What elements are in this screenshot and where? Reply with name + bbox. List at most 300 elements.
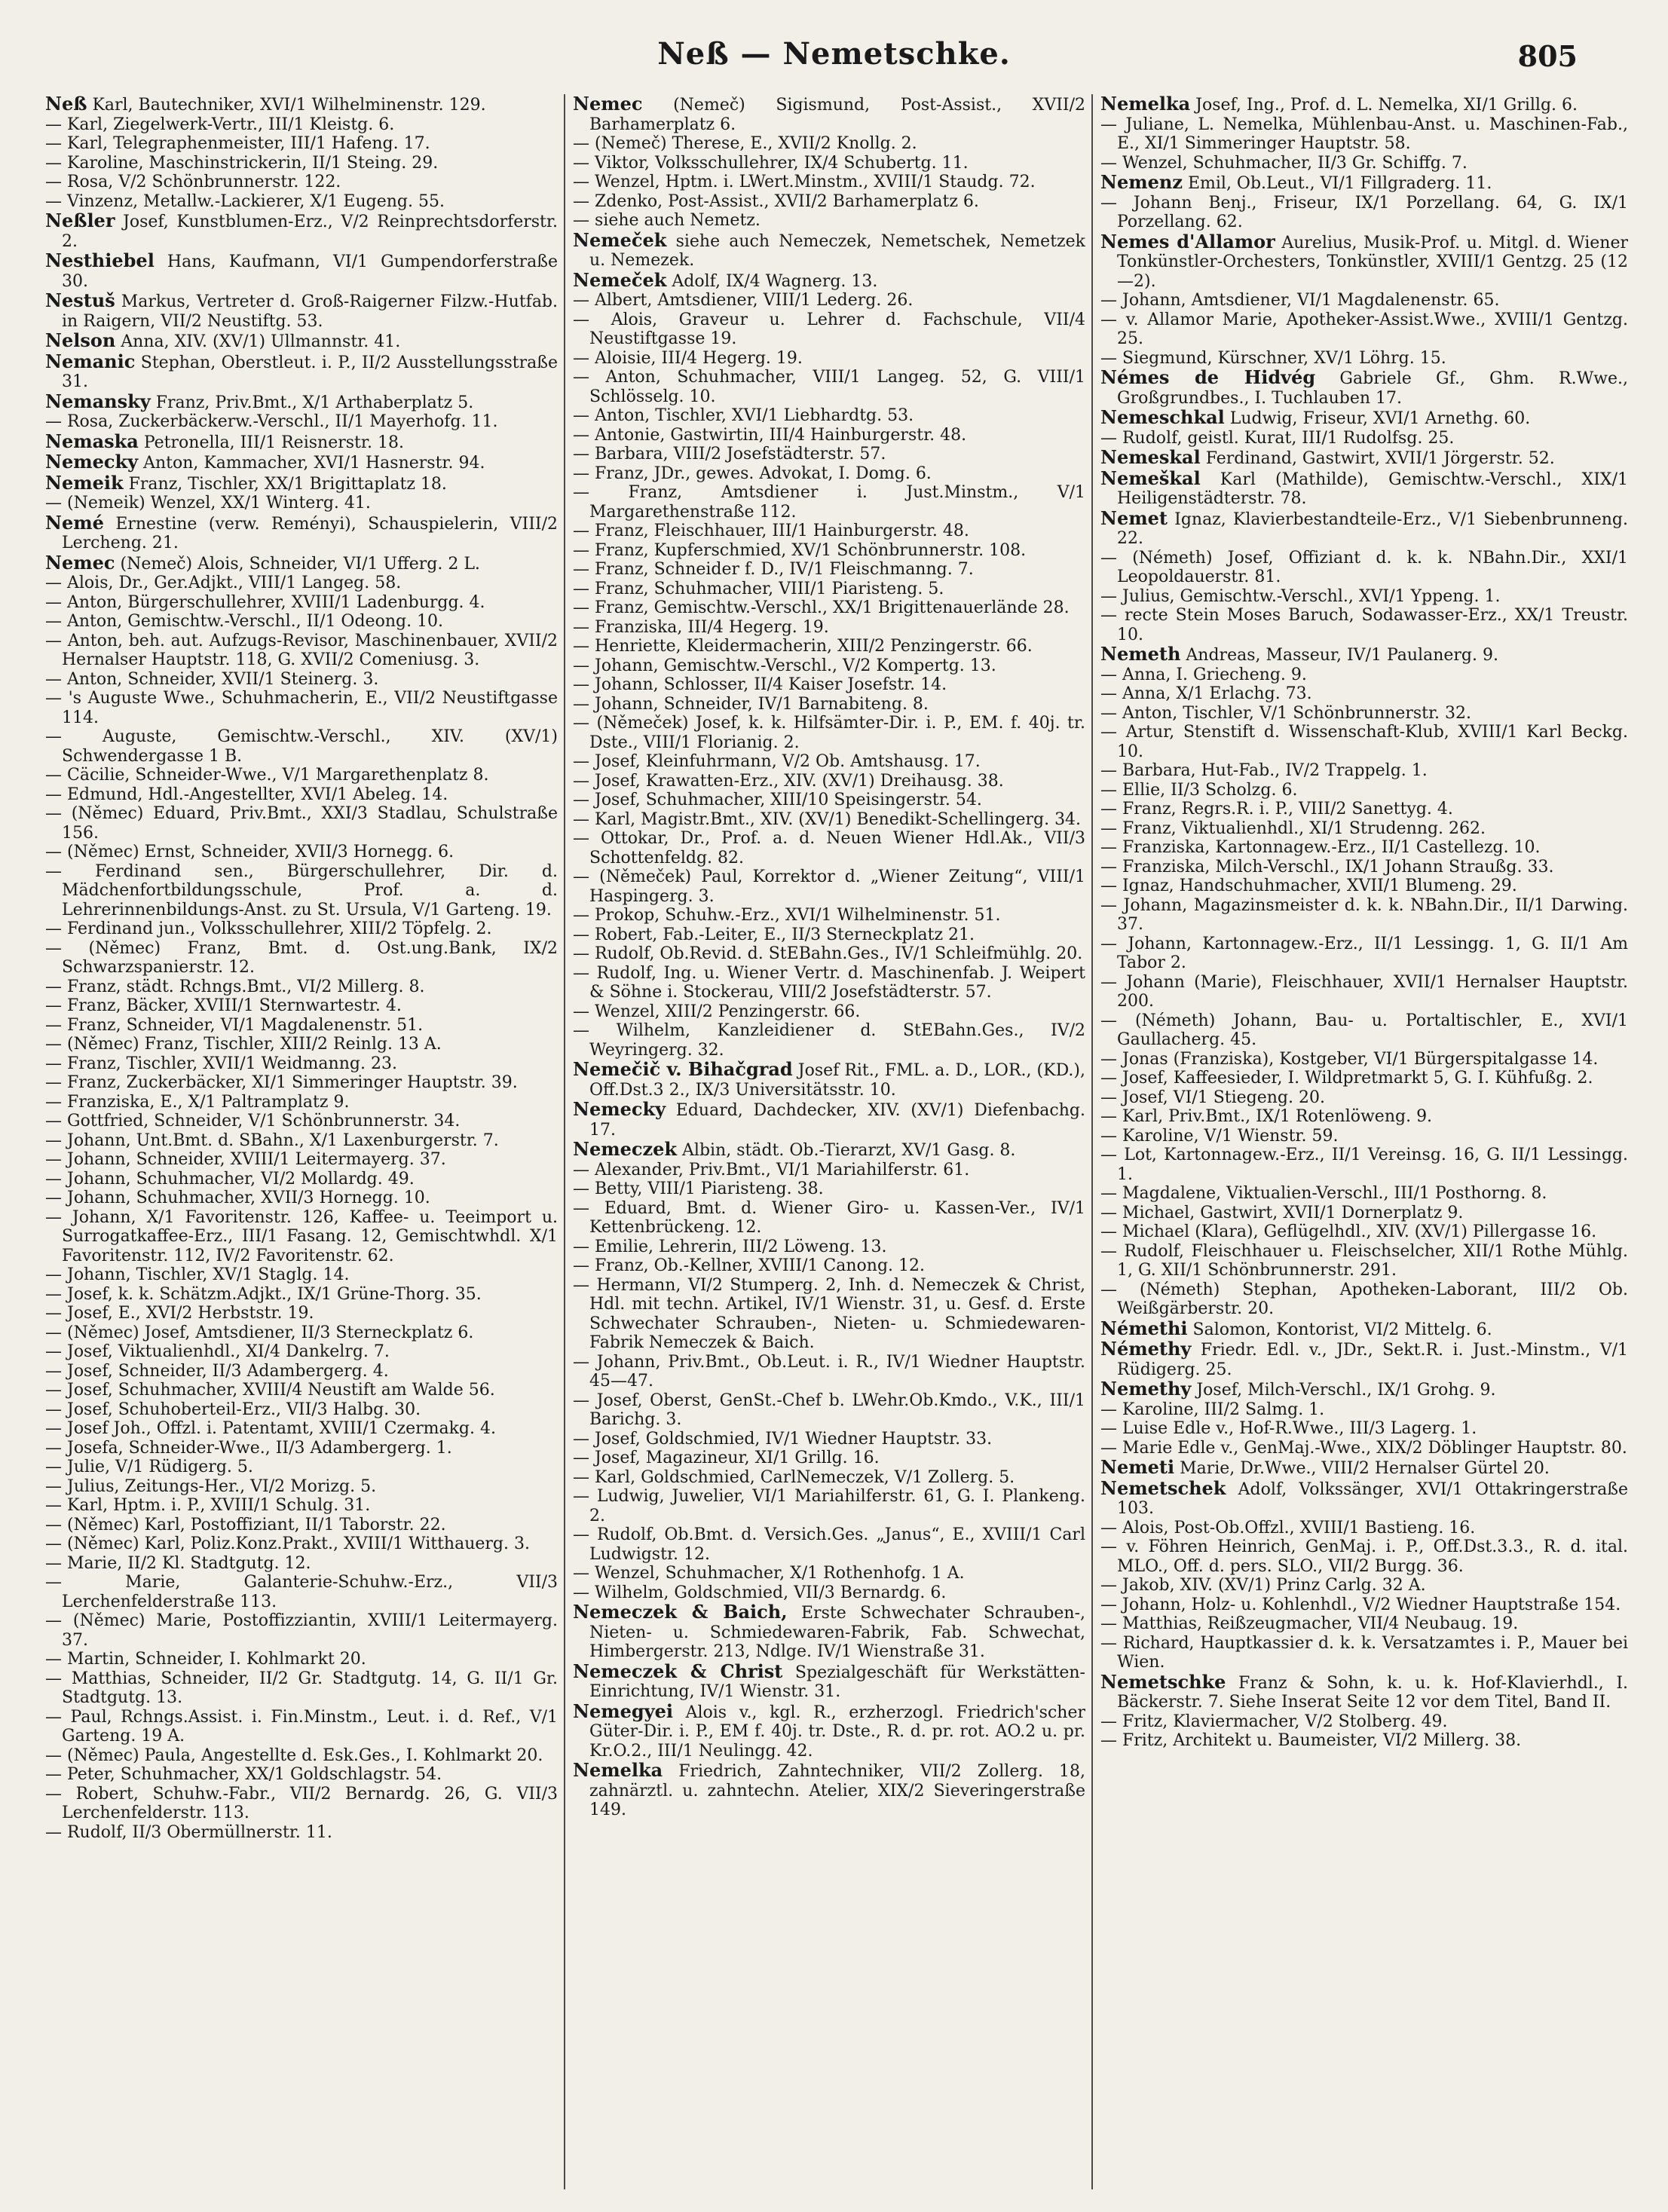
entry-text: — Franz, Regrs.R. i. P., VIII/2 Sanettyg. 4. xyxy=(1100,800,1453,818)
directory-entry xyxy=(45,593,558,613)
directory-entry xyxy=(1100,1519,1628,1538)
directory-entry xyxy=(45,432,558,453)
entry-text: — (Němec) Josef, Amtsdiener, II/3 Sterneckplatz 6. xyxy=(45,1323,474,1342)
entry-text: — Josef, E., XVI/2 Herbststr. 19. xyxy=(45,1304,314,1323)
entry-text: — Ferdinand jun., Volksschullehrer, XIII/2 Töpfelg. 2. xyxy=(45,919,492,938)
directory-entry xyxy=(573,1140,1085,1161)
entry-text: — Karl, Priv.Bmt., IX/1 Rotenlöweng. 9. xyxy=(1100,1107,1433,1126)
directory-entry xyxy=(1100,973,1628,1011)
entry-text: — Juliane, L. Nemelka, Mühlenbau-Anst. u. Maschinen-Fab., E., XI/1 Simmeringer Hauptstr. 58. xyxy=(1100,115,1628,153)
directory-entry xyxy=(1100,858,1628,877)
entry-surname: Nemeczek & Christ xyxy=(573,1660,783,1682)
directory-entry xyxy=(1100,1011,1628,1050)
directory-entry xyxy=(45,412,558,432)
directory-entry xyxy=(45,1131,558,1151)
entry-text: — Anton, Schneider, XVII/1 Steinerg. 3. xyxy=(45,669,379,689)
entry-text: — Josefa, Schneider-Wwe., II/3 Adambergerg. 1. xyxy=(45,1438,452,1458)
directory-entry xyxy=(1100,1184,1628,1204)
entry-text: — Wenzel, Hptm. i. LWert.Minstm., XVIII/1 Staudg. 72. xyxy=(573,173,1036,191)
entry-text: — Johann, Schlosser, II/4 Kaiser Josefstr. 14. xyxy=(573,675,947,694)
entry-text: — v. Föhren Heinrich, GenMaj. i. P., Off.Dst.3.3., R. d. ital. MLO., Off. d. pers. SLO., VII/2 Burgg. 36. xyxy=(1100,1537,1628,1576)
entry-text: — Johann, Schneider, IV/1 Barnabiteng. 8. xyxy=(573,694,929,714)
entry-text: — Matthias, Schneider, II/2 Gr. Stadtgutg. 14, G. II/1 Gr. Stadtgutg. 13. xyxy=(45,1669,558,1707)
entry-text: — Karoline, Maschinstrickerin, II/1 Steing. 29. xyxy=(45,153,439,173)
directory-entry xyxy=(45,1458,558,1477)
entry-text: — Wenzel, Schuhmacher, II/3 Gr. Schiffg. 7. xyxy=(1100,153,1468,173)
directory-entry xyxy=(573,1353,1085,1391)
entry-text: — Franz, JDr., gewes. Advokat, I. Domg. 6. xyxy=(573,464,932,483)
directory-entry xyxy=(1100,838,1628,858)
entry-text: — (Němec) Ernst, Schneider, XVII/3 Hornegg. 6. xyxy=(45,843,454,861)
entry-text: — Robert, Schuhw.-Fabr., VII/2 Bernardg. 26, G. VII/3 Lerchenfelderstr. 113. xyxy=(45,1784,558,1822)
entry-text: Franz & Sohn, k. u. k. Hof-Klavierhdl., I. Bäckerstr. 7. Siehe Inserat Seite 12 vor dem Titel, Band II. xyxy=(1117,1673,1628,1712)
directory-entry xyxy=(573,1179,1085,1199)
entry-text: Ignaz, Klavierbestandteile-Erz., V/1 Siebenbrunneng. 22. xyxy=(1117,509,1628,548)
entry-text: — (Němec) Paula, Angestellte d. Esk.Ges., I. Kohlmarkt 20. xyxy=(45,1745,543,1765)
directory-entry xyxy=(45,1304,558,1323)
directory-entry xyxy=(1100,368,1628,408)
entry-text: — (Németh) Johann, Bau- u. Portaltischler, E., XVI/1 Gaullacherg. 45. xyxy=(1100,1011,1628,1049)
entry-text: — Franz, Schuhmacher, VIII/1 Piaristeng. 5. xyxy=(573,579,944,598)
entry-text: — Franziska, Milch-Verschl., IX/1 Johann Straußg. 33. xyxy=(1100,857,1554,877)
entry-text: siehe auch Nemeczek, Nemetschek, Nemetzek u. Nemezek. xyxy=(589,231,1085,270)
entry-text: — Johann, Schuhmacher, VI/2 Mollardg. 49. xyxy=(45,1169,415,1189)
entry-text: — Rosa, Zuckerbäckerw.-Verschl., II/1 Mayerhofg. 11. xyxy=(45,412,498,431)
entry-text: Friedrich, Zahntechniker, VII/2 Zollerg. 18, zahnärztl. u. zahntechn. Atelier, XIX/2 Sieveringerstraße 149. xyxy=(589,1762,1085,1819)
entry-text: — Anton, Tischler, XVI/1 Liebhardtg. 53. xyxy=(573,406,914,425)
running-title: Neß — Nemetschke. xyxy=(657,36,1011,72)
entry-text: — Franz, Bäcker, XVIII/1 Sternwartestr. 4. xyxy=(45,996,402,1015)
entry-text: — Luise Edle v., Hof-R.Wwe., III/3 Lagerg. 1. xyxy=(1100,1419,1477,1438)
entry-text: — Michael (Klara), Geflügelhdl., XIV. (XV/1) Pillergasse 16. xyxy=(1100,1222,1597,1241)
entry-text: — Anton, Gemischtw.-Verschl., II/1 Odeong. 10. xyxy=(45,612,444,631)
entry-text: — Franz, Tischler, XVII/1 Weidmanng. 23. xyxy=(45,1054,397,1073)
entry-surname: Nemeskal xyxy=(1100,446,1201,468)
directory-entry xyxy=(573,695,1085,714)
entry-surname: Nemetschke xyxy=(1100,1670,1226,1693)
directory-entry xyxy=(1100,154,1628,173)
entry-surname: Nemec xyxy=(45,551,115,574)
directory-entry xyxy=(1100,1458,1628,1479)
directory-entry xyxy=(1100,1069,1628,1088)
directory-entry xyxy=(573,637,1085,656)
directory-entry xyxy=(45,1265,558,1285)
entry-text: — Franziska, E., X/1 Paltramplatz 9. xyxy=(45,1092,350,1112)
entry-surname: Nemec xyxy=(573,94,643,115)
entry-text: Adolf, IX/4 Wagnerg. 13. xyxy=(672,271,878,291)
directory-entry xyxy=(1100,1596,1628,1615)
directory-entry xyxy=(45,154,558,173)
directory-entry xyxy=(45,1150,558,1170)
directory-entry xyxy=(573,349,1085,369)
entry-text: — siehe auch Nemetz. xyxy=(573,211,761,230)
directory-entry xyxy=(1100,1204,1628,1223)
entry-text: — (Němec) Karl, Postoffiziant, II/1 Taborstr. 22. xyxy=(45,1515,446,1534)
directory-entry xyxy=(45,862,558,920)
directory-entry xyxy=(573,1276,1085,1353)
directory-entry xyxy=(1100,606,1628,644)
directory-entry xyxy=(1100,644,1628,665)
entry-text: — Rudolf, Ob.Revid. d. StEBahn.Ges., IV/1 Schleifmühlg. 20. xyxy=(573,944,1083,963)
entry-text: — Josef, Schuhmacher, XIII/10 Speisingerstr. 54. xyxy=(573,791,982,809)
directory-entry xyxy=(45,494,558,513)
page-number: 805 xyxy=(1517,39,1578,73)
entry-text: — Josef, Goldschmied, IV/1 Wiedner Hauptstr. 33. xyxy=(573,1429,993,1449)
entry-text: — Johann, Schuhmacher, XVII/3 Hornegg. 10. xyxy=(45,1189,430,1207)
directory-entry xyxy=(45,1112,558,1131)
entry-surname: Nelson xyxy=(45,329,116,351)
directory-entry xyxy=(45,919,558,939)
entry-text: — Lot, Kartonnagew.-Erz., II/1 Vereinsg. 16, G. II/1 Lessingg. 1. xyxy=(1100,1146,1628,1184)
entry-text: (Nemeč) Sigismund, Post-Assist., XVII/2 Barhamerplatz 6. xyxy=(589,96,1085,134)
entry-text: — (Němeček) Paul, Korrektor d. „Wiener Zeitung“, VIII/1 Haspingerg. 3. xyxy=(573,867,1085,906)
entry-text: — (Németh) Stephan, Apotheken-Laborant, III/2 Ob. Weißgärberstr. 20. xyxy=(1100,1280,1628,1318)
directory-entry xyxy=(45,1093,558,1112)
entry-text: — Marie Edle v., GenMaj.-Wwe., XIX/2 Döblinger Hauptstr. 80. xyxy=(1100,1438,1627,1458)
entry-surname: Nemecky xyxy=(573,1098,666,1120)
directory-columns xyxy=(45,94,1636,2197)
directory-entry xyxy=(1100,1146,1628,1184)
entry-text: — Karl, Hptm. i. P., XVIII/1 Schulg. 31. xyxy=(45,1496,371,1515)
directory-entry xyxy=(45,1323,558,1343)
directory-entry xyxy=(573,1525,1085,1564)
directory-entry xyxy=(573,906,1085,925)
entry-text: — Ferdinand sen., Bürgerschullehrer, Dir. d. Mädchenfortbildungsschule, Prof. a. d. Lehrerinnenbildungs-Anst. zu St. Ursula, V/1 Garteng. 19. xyxy=(45,861,558,919)
directory-entry xyxy=(573,752,1085,772)
directory-entry xyxy=(573,675,1085,695)
directory-entry xyxy=(45,1516,558,1535)
directory-entry xyxy=(45,1073,558,1093)
directory-entry xyxy=(1100,1088,1628,1108)
directory-entry xyxy=(1100,429,1628,448)
entry-text: — Johann, Holz- u. Kohlenhdl., V/2 Wiedner Hauptstraße 154. xyxy=(1100,1595,1621,1614)
directory-entry xyxy=(573,810,1085,830)
entry-text: — Karl, Goldschmied, CarlNemeczek, V/1 Zollerg. 5. xyxy=(573,1467,1015,1487)
entry-surname: Nemeček xyxy=(573,268,667,291)
directory-entry xyxy=(45,1342,558,1362)
entry-text: Aurelius, Musik-Prof. u. Mitgl. d. Wiener Tonkünstler-Orchesters, Tonkünstler, XVIII/1 Gentzg. 25 (12—2). xyxy=(1117,233,1628,291)
entry-text: — Franz, Fleischhauer, III/1 Hainburgerstr. 48. xyxy=(573,522,969,540)
entry-text: — Cäcilie, Schneider-Wwe., V/1 Margarethenplatz 8. xyxy=(45,766,489,785)
directory-entry xyxy=(45,843,558,862)
entry-text: — Betty, VIII/1 Piaristeng. 38. xyxy=(573,1179,824,1198)
directory-entry xyxy=(1100,506,1628,549)
directory-entry xyxy=(1100,877,1628,896)
entry-text: — Wenzel, XIII/2 Penzingerstr. 66. xyxy=(573,1002,861,1021)
directory-entry xyxy=(45,1554,558,1574)
entry-text: Salomon, Kontorist, VI/2 Mittelg. 6. xyxy=(1192,1320,1492,1339)
directory-entry xyxy=(573,211,1085,231)
entry-surname: Nemansky xyxy=(45,390,151,412)
entry-text: Erste Schwechater Schrauben-, Nieten- u. Schmiedewaren-Fabrik, Fab. Schwechat, Himbergerstr. 213, Ndlge. IV/1 Wienstraße 31. xyxy=(589,1604,1085,1661)
entry-text: — Rudolf, geistl. Kurat, III/1 Rudolfsg. 25. xyxy=(1100,428,1455,448)
entry-text: — Karoline, V/1 Wienstr. 59. xyxy=(1100,1126,1339,1146)
entry-text: — Johann, Tischler, XV/1 Staglg. 14. xyxy=(45,1265,350,1284)
directory-entry xyxy=(573,1238,1085,1257)
directory-entry xyxy=(45,612,558,632)
entry-text: — Rudolf, Fleischhauer u. Fleischselcher, XII/1 Rothe Mühlg. 1, G. XII/1 Schönbrunnerstr. 291. xyxy=(1100,1241,1628,1280)
directory-entry xyxy=(1100,1400,1628,1420)
directory-entry xyxy=(45,291,558,331)
directory-entry xyxy=(573,1583,1085,1603)
directory-entry xyxy=(573,483,1085,522)
directory-entry xyxy=(45,1496,558,1516)
entry-surname: Némethy xyxy=(1100,1338,1192,1360)
entry-text: — Wenzel, Schuhmacher, X/1 Rothenhofg. 1 A. xyxy=(573,1564,965,1583)
directory-entry xyxy=(1100,935,1628,973)
directory-entry xyxy=(1100,1476,1628,1519)
entry-text: — Anton, Schuhmacher, VIII/1 Langeg. 52, G. VIII/1 Schlösselg. 10. xyxy=(573,368,1085,406)
entry-surname: Nemeschkal xyxy=(1100,406,1225,428)
entry-text: — Martin, Schneider, I. Kohlmarkt 20. xyxy=(45,1650,366,1669)
directory-entry xyxy=(45,1669,558,1708)
directory-entry xyxy=(573,964,1085,1002)
entry-text: — Johann, X/1 Favoritenstr. 126, Kaffee- u. Teeimport u. Surrogatkaffee-Erz., III/1 Fasang. 12, Gemischtwhdl. X/1 Favoritenstr. 112, IV/2 Favoritenstr. 62. xyxy=(45,1207,558,1265)
directory-entry xyxy=(45,173,558,192)
entry-text: Emil, Ob.Leut., VI/1 Fillgraderg. 11. xyxy=(1187,174,1492,193)
entry-text: Stephan, Oberstleut. i. P., II/2 Ausstellungsstraße 31. xyxy=(62,353,558,391)
entry-surname: Némethi xyxy=(1100,1317,1188,1339)
directory-entry xyxy=(573,580,1085,599)
column-middle xyxy=(573,94,1085,2189)
entry-text: Anna, XIV. (XV/1) Ullmannstr. 41. xyxy=(121,332,401,351)
directory-entry xyxy=(1100,1672,1628,1712)
directory-entry xyxy=(1100,781,1628,800)
directory-entry xyxy=(1100,1319,1628,1340)
entry-text: Alois v., kgl. R., erzherzogl. Friedrich'scher Güter-Dir. i. P., EM f. 40j. tr. Dste., R. d. pr. rot. AO.2 u. pr. Kr.O.2., III/1 Neulingg. 42. xyxy=(589,1703,1085,1761)
entry-text: — Viktor, Volksschullehrer, IX/4 Schubertg. 11. xyxy=(573,153,969,173)
entry-text: Albin, städt. Ob.-Tierarzt, XV/1 Gasg. 8. xyxy=(682,1141,1016,1160)
directory-entry xyxy=(1100,1712,1628,1732)
directory-entry xyxy=(45,473,558,494)
entry-surname: Nemečič v. Bihačgrad xyxy=(573,1058,793,1080)
entry-surname: Nesthiebel xyxy=(45,249,155,271)
entry-text: Marie, Dr.Wwe., VIII/2 Hernalser Gürtel 20. xyxy=(1180,1459,1550,1478)
entry-text: — Josef, Krawatten-Erz., XIV. (XV/1) Dreihausg. 38. xyxy=(573,771,1004,791)
directory-entry xyxy=(1100,1127,1628,1146)
directory-entry xyxy=(45,727,558,766)
entry-text: — Paul, Rchngs.Assist. i. Fin.Minstm., Leut. i. d. Ref., V/1 Garteng. 19 A. xyxy=(45,1707,558,1745)
directory-entry xyxy=(1100,1439,1628,1458)
directory-entry xyxy=(45,1419,558,1439)
directory-entry xyxy=(573,1449,1085,1468)
entry-text: — Fritz, Klaviermacher, V/2 Stolberg. 49. xyxy=(1100,1712,1448,1731)
entry-text: — Richard, Hauptkassier d. k. k. Versatzamtes i. P., Mauer bei Wien. xyxy=(1100,1633,1628,1672)
entry-surname: Nestuš xyxy=(45,289,115,311)
directory-entry xyxy=(1100,1222,1628,1242)
entry-text: — Johann Benj., Friseur, IX/1 Porzellang. 64, G. IX/1 Porzellang. 62. xyxy=(1100,193,1628,231)
directory-entry xyxy=(1100,94,1628,115)
entry-text: — Josef, Schneider, II/3 Adambergerg. 4. xyxy=(45,1361,389,1381)
directory-entry xyxy=(45,392,558,413)
entry-text: — Alois, Graveur u. Lehrer d. Fachschule, VII/4 Neustiftgasse 19. xyxy=(573,310,1085,348)
entry-text: — Franz, Viktualienhdl., XI/1 Strudenng. 262. xyxy=(1100,818,1486,838)
entry-text: — Franz, Schneider, VI/1 Magdalenenstr. 51. xyxy=(45,1015,424,1035)
directory-entry xyxy=(1100,1379,1628,1400)
directory-entry xyxy=(573,368,1085,406)
directory-entry xyxy=(45,1035,558,1054)
directory-entry xyxy=(573,829,1085,867)
directory-entry xyxy=(573,772,1085,791)
directory-entry xyxy=(573,464,1085,484)
entry-text: — Prokop, Schuhw.-Erz., XVI/1 Wilhelminenstr. 51. xyxy=(573,906,1001,925)
directory-entry xyxy=(45,553,558,574)
entry-text: — Josef, Magazineur, XI/1 Grillg. 16. xyxy=(573,1449,880,1467)
directory-entry xyxy=(573,94,1085,134)
directory-entry xyxy=(45,785,558,805)
entry-text: — Franz, Gemischtw.-Verschl., XX/1 Brigittenauerlände 28. xyxy=(573,598,1070,617)
entry-text: — Jonas (Franziska), Kostgeber, VI/1 Bürgerspitalgasse 14. xyxy=(1100,1049,1599,1069)
entry-text: — Franz, Zuckerbäcker, XI/1 Simmeringer Hauptstr. 39. xyxy=(45,1073,518,1092)
entry-surname: Nemaska xyxy=(45,430,139,452)
directory-entry xyxy=(1100,684,1628,704)
entry-text: — Julie, V/1 Rüdigerg. 5. xyxy=(45,1458,253,1476)
directory-entry xyxy=(573,791,1085,810)
entry-text: Josef, Milch-Verschl., IX/1 Grohg. 9. xyxy=(1196,1381,1496,1400)
entry-text: Ludwig, Friseur, XVI/1 Arnethg. 60. xyxy=(1229,409,1531,428)
directory-entry xyxy=(1100,115,1628,154)
entry-text: — Robert, Fab.-Leiter, E., II/3 Sterneckplatz 21. xyxy=(573,925,975,944)
directory-entry xyxy=(45,574,558,593)
entry-surname: Nemet xyxy=(1100,506,1168,529)
directory-entry xyxy=(1100,1614,1628,1634)
directory-entry xyxy=(45,1285,558,1305)
directory-entry xyxy=(45,1439,558,1458)
entry-text: — (Němec) Eduard, Priv.Bmt., XXI/3 Stadlau, Schulstraße 156. xyxy=(45,804,558,843)
directory-entry xyxy=(45,632,558,670)
entry-surname: Nemanic xyxy=(45,350,136,372)
entry-text: — Johann, Priv.Bmt., Ob.Leut. i. R., IV/1 Wiedner Hauptstr. 45—47. xyxy=(573,1352,1085,1391)
directory-entry xyxy=(573,1391,1085,1430)
entry-surname: Nemeček xyxy=(573,228,667,251)
directory-entry xyxy=(1100,1242,1628,1280)
entry-text: — 's Auguste Wwe., Schuhmacherin, E., VII/2 Neustiftgasse 114. xyxy=(45,689,558,727)
directory-entry xyxy=(45,331,558,352)
directory-entry xyxy=(573,1021,1085,1060)
entry-text: Karl (Mathilde), Gemischtw.-Verschl., XIX/1 Heiligenstädterstr. 78. xyxy=(1117,470,1628,508)
directory-entry xyxy=(1100,896,1628,935)
entry-text: — Anna, X/1 Erlachg. 73. xyxy=(1100,684,1312,703)
directory-entry xyxy=(573,1100,1085,1140)
entry-text: — v. Allamor Marie, Apotheker-Assist.Wwe., XVIII/1 Gentzg. 25. xyxy=(1100,310,1628,348)
directory-entry xyxy=(45,115,558,135)
entry-text: — Franz, Kupferschmied, XV/1 Schönbrunnerstr. 108. xyxy=(573,540,1027,560)
entry-text: (Nemeč) Alois, Schneider, VI/1 Ufferg. 2 L. xyxy=(120,554,480,574)
directory-entry xyxy=(1100,1537,1628,1576)
directory-entry xyxy=(45,251,558,291)
directory-entry xyxy=(573,1702,1085,1761)
directory-entry xyxy=(573,1256,1085,1276)
entry-text: — Josef, Oberst, GenSt.-Chef b. LWehr.Ob.Kmdo., V.K., III/1 Barichg. 3. xyxy=(573,1391,1085,1429)
entry-text: — Rosa, V/2 Schönbrunnerstr. 122. xyxy=(45,173,341,191)
entry-surname: Nemelka xyxy=(573,1759,663,1781)
entry-text: — Aloisie, III/4 Hegerg. 19. xyxy=(573,348,803,368)
entry-text: — Peter, Schuhmacher, XX/1 Goldschlagstr. 54. xyxy=(45,1765,442,1784)
entry-text: — Johann, Gemischtw.-Verschl., V/2 Kompertg. 13. xyxy=(573,656,996,675)
entry-text: — Josef, Schuhmacher, XVIII/4 Neustift am Walde 56. xyxy=(45,1381,495,1400)
entry-text: — (Nemeik) Wenzel, XX/1 Winterg. 41. xyxy=(45,494,371,512)
directory-entry xyxy=(573,1430,1085,1449)
directory-entry xyxy=(573,1761,1085,1820)
entry-text: — Hermann, VI/2 Stumperg. 2, Inh. d. Nemeczek & Christ, Hdl. mit techn. Artikel, IV/1 Wienstr. 31, u. Gesf. d. Erste Schwechater Schrauben-, Nieten- u. Schmiedewaren-Fabrik Nemeczek & Baich. xyxy=(573,1275,1085,1352)
entry-text: — Anton, beh. aut. Aufzugs-Revisor, Maschinenbauer, XVII/2 Hernalser Hauptstr. 118, G. XVII/2 Comeniusg. 3. xyxy=(45,631,558,669)
directory-entry xyxy=(45,689,558,727)
entry-surname: Neßler xyxy=(45,210,115,231)
entry-text: — Franziska, III/4 Hegerg. 19. xyxy=(573,617,829,637)
directory-entry xyxy=(45,1534,558,1554)
entry-surname: Neß xyxy=(45,94,87,115)
directory-entry xyxy=(573,228,1085,271)
directory-entry xyxy=(573,173,1085,192)
directory-entry xyxy=(573,1602,1085,1662)
entry-text: — Vinzenz, Metallw.-Lackierer, X/1 Eugeng. 55. xyxy=(45,191,445,211)
directory-entry xyxy=(45,94,558,115)
entry-text: — Karl, Telegraphenmeister, III/1 Hafeng. 17. xyxy=(45,134,430,153)
directory-entry xyxy=(45,1016,558,1036)
entry-text: Friedr. Edl. v., JDr., Sekt.R. i. Just.-Minstm., V/1 Rüdigerg. 25. xyxy=(1117,1341,1628,1379)
entry-text: — Emilie, Lehrerin, III/2 Löweng. 13. xyxy=(573,1237,887,1256)
directory-entry xyxy=(45,1573,558,1611)
entry-surname: Nemeškal xyxy=(1100,467,1201,489)
entry-text: — Artur, Stenstift d. Wissenschaft-Klub, XVIII/1 Karl Beckg. 10. xyxy=(1100,723,1628,761)
directory-entry xyxy=(1100,194,1628,232)
entry-text: — Franz, Schneider f. D., IV/1 Fleischmanng. 7. xyxy=(573,560,974,579)
directory-entry xyxy=(573,656,1085,676)
directory-entry xyxy=(1100,800,1628,819)
entry-text: — Rudolf, Ing. u. Wiener Vertr. d. Maschinenfab. J. Weipert & Söhne i. Stockerau, VIII/2 Josefstädterstr. 57. xyxy=(573,963,1085,1002)
entry-text: — Rudolf, Ob.Bmt. d. Versich.Ges. „Janus“, E., XVIII/1 Carl Ludwigstr. 12. xyxy=(573,1525,1085,1564)
directory-entry xyxy=(573,1468,1085,1488)
directory-entry xyxy=(45,1054,558,1074)
entry-text: — Marie, II/2 Kl. Stadtgutg. 12. xyxy=(45,1553,311,1573)
directory-entry xyxy=(45,1170,558,1189)
directory-entry xyxy=(573,618,1085,638)
entry-text: — Josef, Kaffeesieder, I. Wildpretmarkt 5, G. I. Kühfußg. 2. xyxy=(1100,1069,1593,1088)
entry-text: — Josef, k. k. Schätzm.Adjkt., IX/1 Grüne-Thorg. 35. xyxy=(45,1284,482,1304)
entry-text: — Henriette, Kleidermacherin, XIII/2 Penzingerstr. 66. xyxy=(573,637,1033,656)
entry-text: Franz, Priv.Bmt., X/1 Arthaberplatz 5. xyxy=(155,393,474,412)
entry-text: Eduard, Dachdecker, XIV. (XV/1) Diefenbachg. 17. xyxy=(589,1101,1085,1140)
entry-text: — (Němec) Franz, Bmt. d. Ost.ung.Bank, IX/2 Schwarzspanierstr. 12. xyxy=(45,938,558,977)
directory-entry xyxy=(1100,311,1628,349)
entry-text: Adolf, Volkssänger, XVI/1 Ottakringerstraße 103. xyxy=(1117,1479,1628,1518)
entry-text: Anton, Kammacher, XVI/1 Hasnerstr. 94. xyxy=(143,454,485,473)
directory-entry xyxy=(1100,1576,1628,1596)
entry-text: — Rudolf, II/3 Obermüllnerstr. 11. xyxy=(45,1822,332,1842)
entry-surname: Nemeth xyxy=(1100,643,1181,665)
directory-entry xyxy=(573,445,1085,464)
entry-text: — Matthias, Reißzeugmacher, VII/4 Neubaug. 19. xyxy=(1100,1614,1519,1633)
entry-surname: Nemé xyxy=(45,511,104,534)
directory-entry xyxy=(45,513,558,553)
directory-entry xyxy=(45,766,558,785)
directory-entry xyxy=(45,1765,558,1785)
directory-entry xyxy=(573,154,1085,173)
directory-entry xyxy=(573,1199,1085,1238)
entry-text: — Franz, Ob.-Kellner, XVIII/1 Canong. 12. xyxy=(573,1256,926,1275)
entry-text: Gabriele Gf., Ghm. R.Wwe., Großgrundbes., I. Tuchlauben 17. xyxy=(1117,369,1628,408)
entry-text: — Josef, Schuhoberteil-Erz., VII/3 Halbg. 30. xyxy=(45,1400,421,1419)
directory-entry xyxy=(1100,448,1628,469)
entry-surname: Némes de Hidvég xyxy=(1100,366,1316,388)
directory-entry xyxy=(1100,1419,1628,1439)
entry-text: — (Němec) Karl, Poliz.Konz.Prakt., XVIII/1 Witthauerg. 3. xyxy=(45,1534,530,1553)
entry-text: Ferdinand, Gastwirt, XVII/1 Jörgerstr. 52. xyxy=(1205,449,1555,468)
entry-text: Spezialgeschäft für Werkstätten-Einrichtung, IV/1 Wienstr. 31. xyxy=(589,1663,1085,1701)
column-divider xyxy=(564,94,565,2189)
entry-text: — Ottokar, Dr., Prof. a. d. Neuen Wiener Hdl.Ak., VII/3 Schottenfeldg. 82. xyxy=(573,829,1085,867)
entry-text: — Anton, Bürgerschullehrer, XVIII/1 Ladenburgg. 4. xyxy=(45,592,485,612)
